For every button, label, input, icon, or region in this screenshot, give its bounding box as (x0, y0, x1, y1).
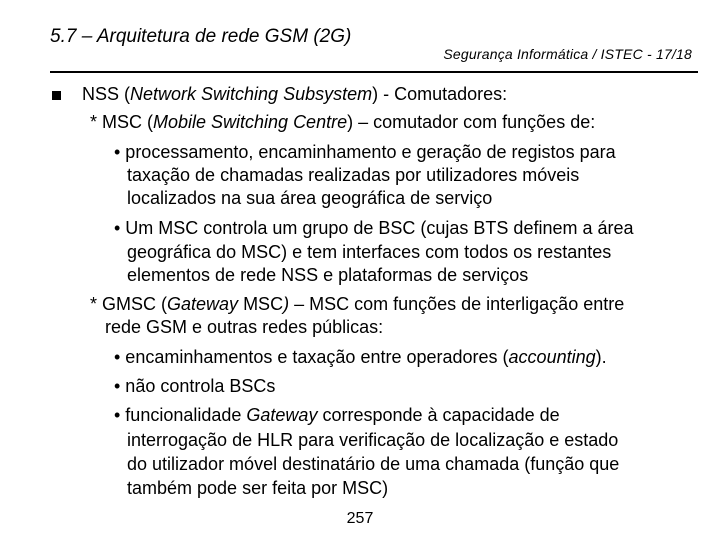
msc-bullet-2-line-2: geográfica do MSC) e tem interfaces com todos os restantes (127, 242, 612, 262)
gmsc-bullet-3-line-4: também pode ser feita por MSC) (127, 478, 389, 498)
slide-subtitle: Segurança Informática / ISTEC - 17/18 (443, 46, 692, 62)
gmsc-bullet-2: • não controla BSCs (114, 376, 276, 396)
gmsc-line: * GMSC (Gateway MSC) – MSC com funções de interligação entre (90, 294, 625, 314)
square-bullet-icon (52, 91, 61, 100)
slide-title: 5.7 – Arquitetura de rede GSM (2G) (50, 26, 352, 47)
msc-line: * MSC (Mobile Switching Centre) – comutador com funções de: (90, 112, 596, 132)
gmsc-bullet-3-line-3: do utilizador móvel destinatário de uma chamada (função que (127, 454, 620, 474)
msc-bullet-1-line-1: • processamento, encaminhamento e geração de registos para (114, 142, 616, 162)
gmsc-bullet-3-line-2: interrogação de HLR para verificação de localização e estado (127, 430, 619, 450)
page-number: 257 (346, 510, 374, 527)
nss-line: NSS (Network Switching Subsystem) - Comutadores: (82, 84, 508, 104)
msc-bullet-2-line-3: elementos de rede NSS e plataformas de serviços (127, 265, 529, 285)
header-rule (50, 71, 698, 73)
gmsc-line-cont: rede GSM e outras redes públicas: (105, 317, 384, 337)
msc-bullet-2-line-1: • Um MSC controla um grupo de BSC (cujas BTS definem a área (114, 218, 634, 238)
gmsc-bullet-3-line-1: • funcionalidade Gateway corresponde à capacidade de (114, 405, 560, 425)
gmsc-bullet-1: • encaminhamentos e taxação entre operadores (accounting). (114, 347, 607, 367)
msc-bullet-1-line-3: localizados na sua área geográfica de serviço (127, 188, 493, 208)
msc-bullet-1-line-2: taxação de chamadas realizadas por utilizadores móveis (127, 165, 580, 185)
